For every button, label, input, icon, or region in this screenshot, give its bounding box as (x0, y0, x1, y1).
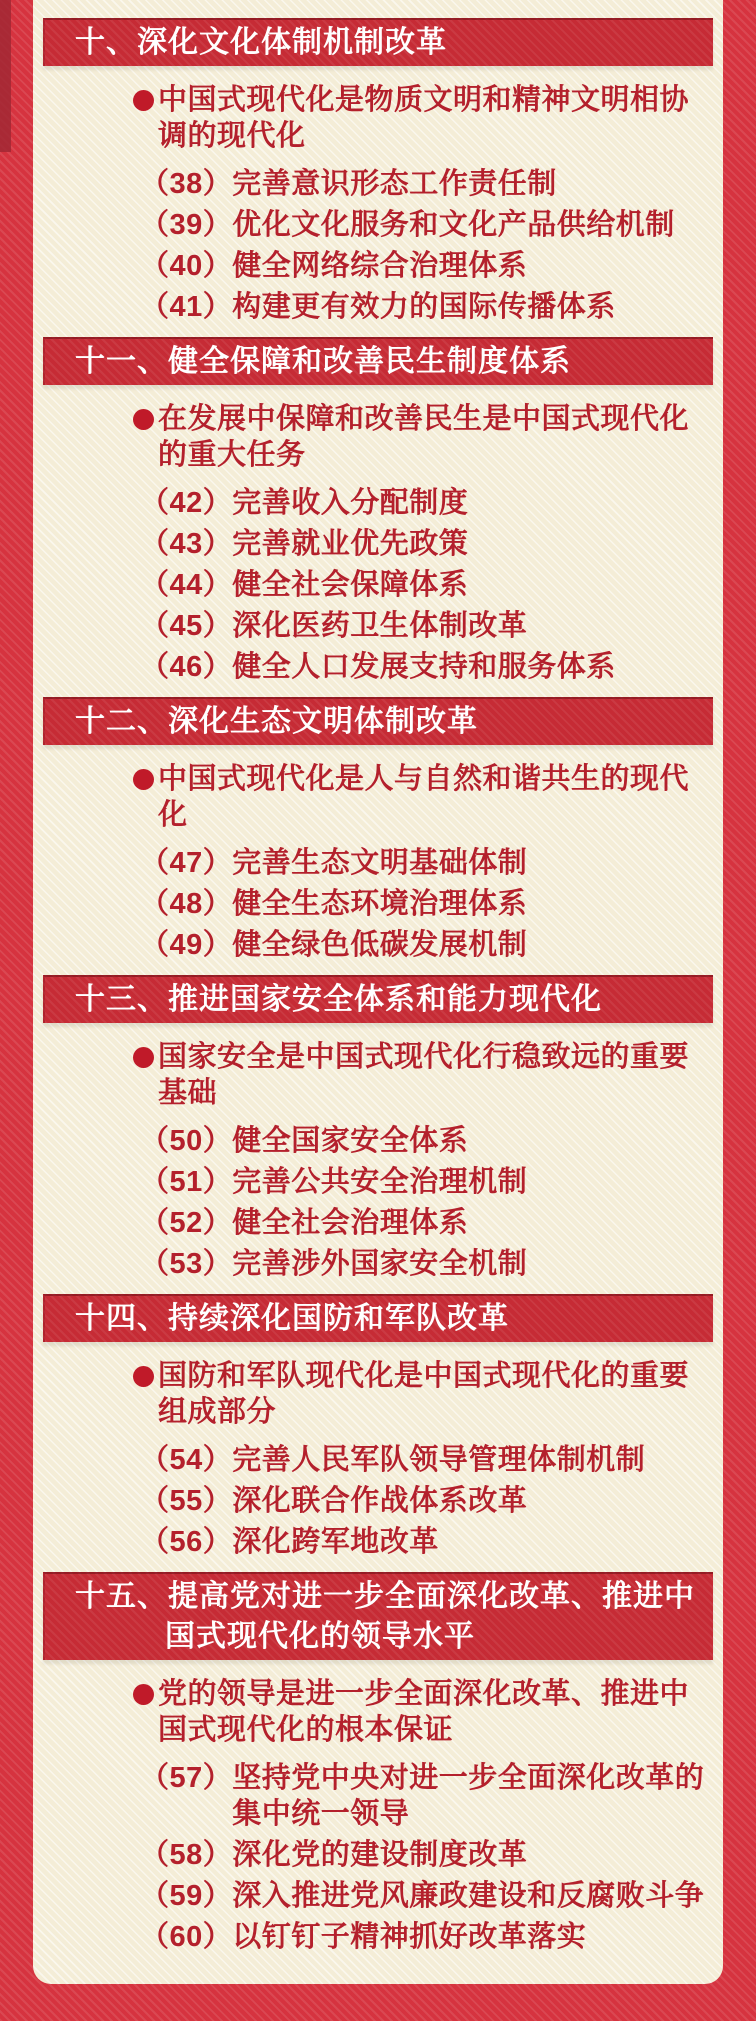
list-item (140, 1760, 717, 1832)
list-item (140, 845, 717, 881)
list-item (140, 526, 717, 562)
item-number: （53） (140, 1248, 233, 1280)
list-item (140, 567, 717, 603)
section-heading-bar (43, 337, 713, 385)
item-text: 完善涉外国家安全机制 (232, 1248, 528, 1280)
section-heading-bar (43, 697, 713, 745)
item-text: 健全网络综合治理体系 (232, 250, 528, 282)
item-number: （51） (140, 1166, 233, 1198)
bullet-dot-icon (133, 769, 154, 790)
bullet-dot-icon (133, 1684, 154, 1705)
section-heading: 十三、推进国家安全体系和能力现代化 (75, 983, 602, 1016)
bullet-dot-icon (133, 409, 154, 430)
list-item (140, 207, 717, 243)
bullet-point (158, 761, 715, 833)
item-number: （55） (140, 1485, 233, 1517)
bullet-point (158, 1358, 715, 1430)
list-item (140, 649, 717, 685)
bullet-text: 中国式现代化是人与自然和谐共生的现代化 (158, 763, 690, 831)
bullet-text: 国家安全是中国式现代化行稳致远的重要基础 (158, 1041, 690, 1109)
item-number: （50） (140, 1125, 233, 1157)
list-item (140, 927, 717, 963)
item-number: （40） (140, 250, 233, 282)
list-item (140, 1524, 717, 1560)
list-item (140, 485, 717, 521)
list-item (140, 1164, 717, 1200)
list-item (140, 608, 717, 644)
item-text: 构建更有效力的国际传播体系 (232, 291, 616, 323)
bullet-dot-icon (133, 90, 154, 111)
item-text: 深化跨军地改革 (232, 1526, 439, 1558)
item-number: （39） (140, 209, 233, 241)
bullet-point (158, 82, 715, 154)
item-number: （56） (140, 1526, 233, 1558)
content-panel (33, 0, 723, 1984)
item-number: （54） (140, 1444, 233, 1476)
item-number: （44） (140, 569, 233, 601)
list-item (140, 1246, 717, 1282)
section-heading: 十二、深化生态文明体制改革 (75, 705, 478, 738)
section-heading: 十五、提高党对进一步全面深化改革、推进中国式现代化的领导水平 (75, 1580, 695, 1653)
bullet-text: 党的领导是进一步全面深化改革、推进中国式现代化的根本保证 (158, 1678, 690, 1746)
bullet-point (158, 1676, 715, 1748)
item-number: （38） (140, 168, 233, 200)
item-number: （58） (140, 1839, 233, 1871)
list-item (140, 1878, 717, 1914)
item-text: 坚持党中央对进一步全面深化改革的集中统一领导 (232, 1762, 705, 1830)
item-number: （59） (140, 1880, 233, 1912)
item-number: （46） (140, 651, 233, 683)
item-text: 健全社会保障体系 (232, 569, 469, 601)
item-text: 健全国家安全体系 (232, 1125, 469, 1157)
list-item (140, 1837, 717, 1873)
list-item (140, 1205, 717, 1241)
item-number: （52） (140, 1207, 233, 1239)
bullet-text: 在发展中保障和改善民生是中国式现代化的重大任务 (158, 403, 690, 471)
section-heading-bar (43, 975, 713, 1023)
item-text: 深化医药卫生体制改革 (232, 610, 528, 642)
item-text: 完善公共安全治理机制 (232, 1166, 528, 1198)
item-text: 深化联合作战体系改革 (232, 1485, 528, 1517)
list-item (140, 1919, 717, 1955)
item-text: 健全人口发展支持和服务体系 (232, 651, 616, 683)
item-number: （49） (140, 929, 233, 961)
list-item (140, 166, 717, 202)
item-text: 优化文化服务和文化产品供给机制 (232, 209, 675, 241)
item-text: 完善收入分配制度 (232, 487, 469, 519)
item-number: （60） (140, 1921, 233, 1953)
item-text: 健全社会治理体系 (232, 1207, 469, 1239)
section-heading: 十、深化文化体制机制改革 (75, 26, 447, 59)
item-text: 深入推进党风廉政建设和反腐败斗争 (232, 1880, 705, 1912)
item-number: （41） (140, 291, 233, 323)
bullet-text: 中国式现代化是物质文明和精神文明相协调的现代化 (158, 84, 690, 152)
item-text: 健全生态环境治理体系 (232, 888, 528, 920)
item-number: （47） (140, 847, 233, 879)
item-number: （42） (140, 487, 233, 519)
item-text: 完善意识形态工作责任制 (232, 168, 557, 200)
list-item (140, 248, 717, 284)
section-heading: 十四、持续深化国防和军队改革 (75, 1302, 509, 1335)
item-text: 完善生态文明基础体制 (232, 847, 528, 879)
section-heading-bar (43, 1572, 713, 1660)
item-text: 深化党的建设制度改革 (232, 1839, 528, 1871)
bullet-dot-icon (133, 1366, 154, 1387)
item-number: （43） (140, 528, 233, 560)
list-item (140, 886, 717, 922)
left-edge-shadow (0, 0, 11, 152)
section-heading-bar (43, 18, 713, 66)
list-item (140, 1123, 717, 1159)
bullet-text: 国防和军队现代化是中国式现代化的重要组成部分 (158, 1360, 690, 1428)
bullet-point (158, 401, 715, 473)
bullet-point (158, 1039, 715, 1111)
item-number: （48） (140, 888, 233, 920)
item-text: 完善人民军队领导管理体制机制 (232, 1444, 646, 1476)
item-text: 以钉钉子精神抓好改革落实 (232, 1921, 587, 1953)
list-item (140, 289, 717, 325)
item-number: （57） (140, 1762, 233, 1794)
item-number: （45） (140, 610, 233, 642)
item-text: 健全绿色低碳发展机制 (232, 929, 528, 961)
bullet-dot-icon (133, 1047, 154, 1068)
section-heading: 十一、健全保障和改善民生制度体系 (75, 345, 571, 378)
list-item (140, 1442, 717, 1478)
section-heading-bar (43, 1294, 713, 1342)
list-item (140, 1483, 717, 1519)
item-text: 完善就业优先政策 (232, 528, 469, 560)
